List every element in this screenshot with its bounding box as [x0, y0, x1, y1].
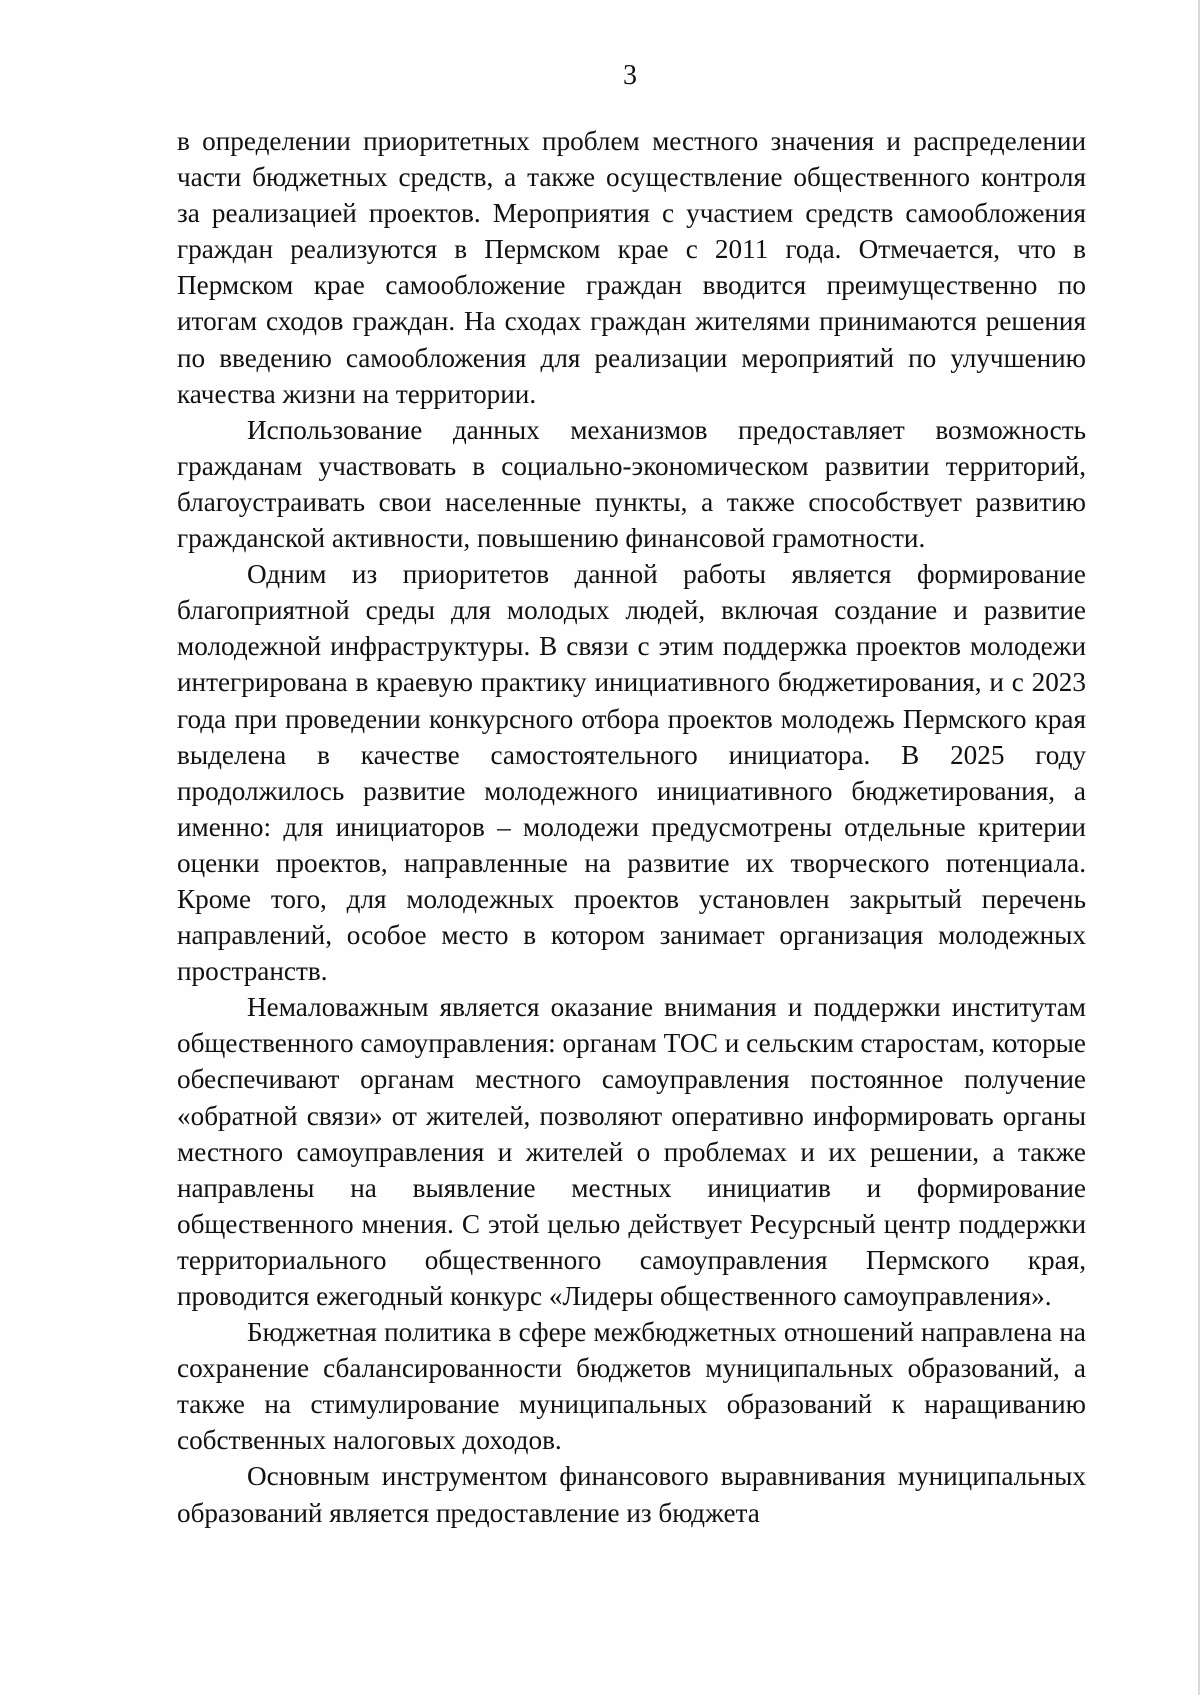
- paragraph-4: Немаловажным является оказание внимания и поддержки институтам общественного самоуправления: органам ТОС и сельским старостам, которые обеспечивают органам местного самоуправления постоянное получение «обратной связи» от жителей, позволяют оперативно информировать органы местного самоуправления и жителей о проблемах и их решении, а также направлены на выявление местных инициатив и формирование общественного мнения. С этой целью действует Ресурсный центр поддержки территориального общественного самоуправления Пермского края, проводится ежегодный конкурс «Лидеры общественного самоуправления».: [177, 992, 1086, 1311]
- paragraph-3: Одним из приоритетов данной работы является формирование благоприятной среды для молодых людей, включая создание и развитие молодежной инфраструктуры. В связи с этим поддержка проектов молодежи интегрирована в краевую практику инициативного бюджетирования, и с 2023 года при проведении конкурсного отбора проектов молодежь Пермского края выделена в качестве самостоятельного инициатора. В 2025 году продолжилось развитие молодежного инициативного бюджетирования, а именно: для инициаторов – молодежи предусмотрены отдельные критерии оценки проектов, направленные на развитие их творческого потенциала. Кроме того, для молодежных проектов установлен закрытый перечень направлений, особое место в котором занимает организация молодежных пространств.: [177, 559, 1086, 987]
- paragraph-5: Бюджетная политика в сфере межбюджетных отношений направлена на сохранение сбалансированности бюджетов муниципальных образований, а также на стимулирование муниципальных образований к наращиванию собственных налоговых доходов.: [177, 1317, 1086, 1456]
- paragraph-6: Основным инструментом финансового выравнивания муниципальных образований является предоставление из бюджета: [177, 1461, 1086, 1528]
- paragraph-2: Использование данных механизмов предоставляет возможность гражданам участвовать в социально-экономическом развитии территорий, благоустраивать свои населенные пункты, а также способствует развитию гражданской активности, повышению финансовой грамотности.: [177, 414, 1086, 554]
- document-body: [177, 123, 1086, 1531]
- paragraph-1: в определении приоритетных проблем местного значения и распределении части бюджетных средств, а также осуществление общественного контроля за реализацией проектов. Мероприятия с участием средств самообложения граждан реализуются в Пермском крае с 2011 года. Отмечается, что в Пермском крае самообложение граждан вводится преимущественно по итогам сходов граждан. На сходах граждан жителями принимаются решения по введению самообложения для реализации мероприятий по улучшению качества жизни на территории.: [177, 126, 1086, 409]
- page-number: 3: [623, 60, 637, 91]
